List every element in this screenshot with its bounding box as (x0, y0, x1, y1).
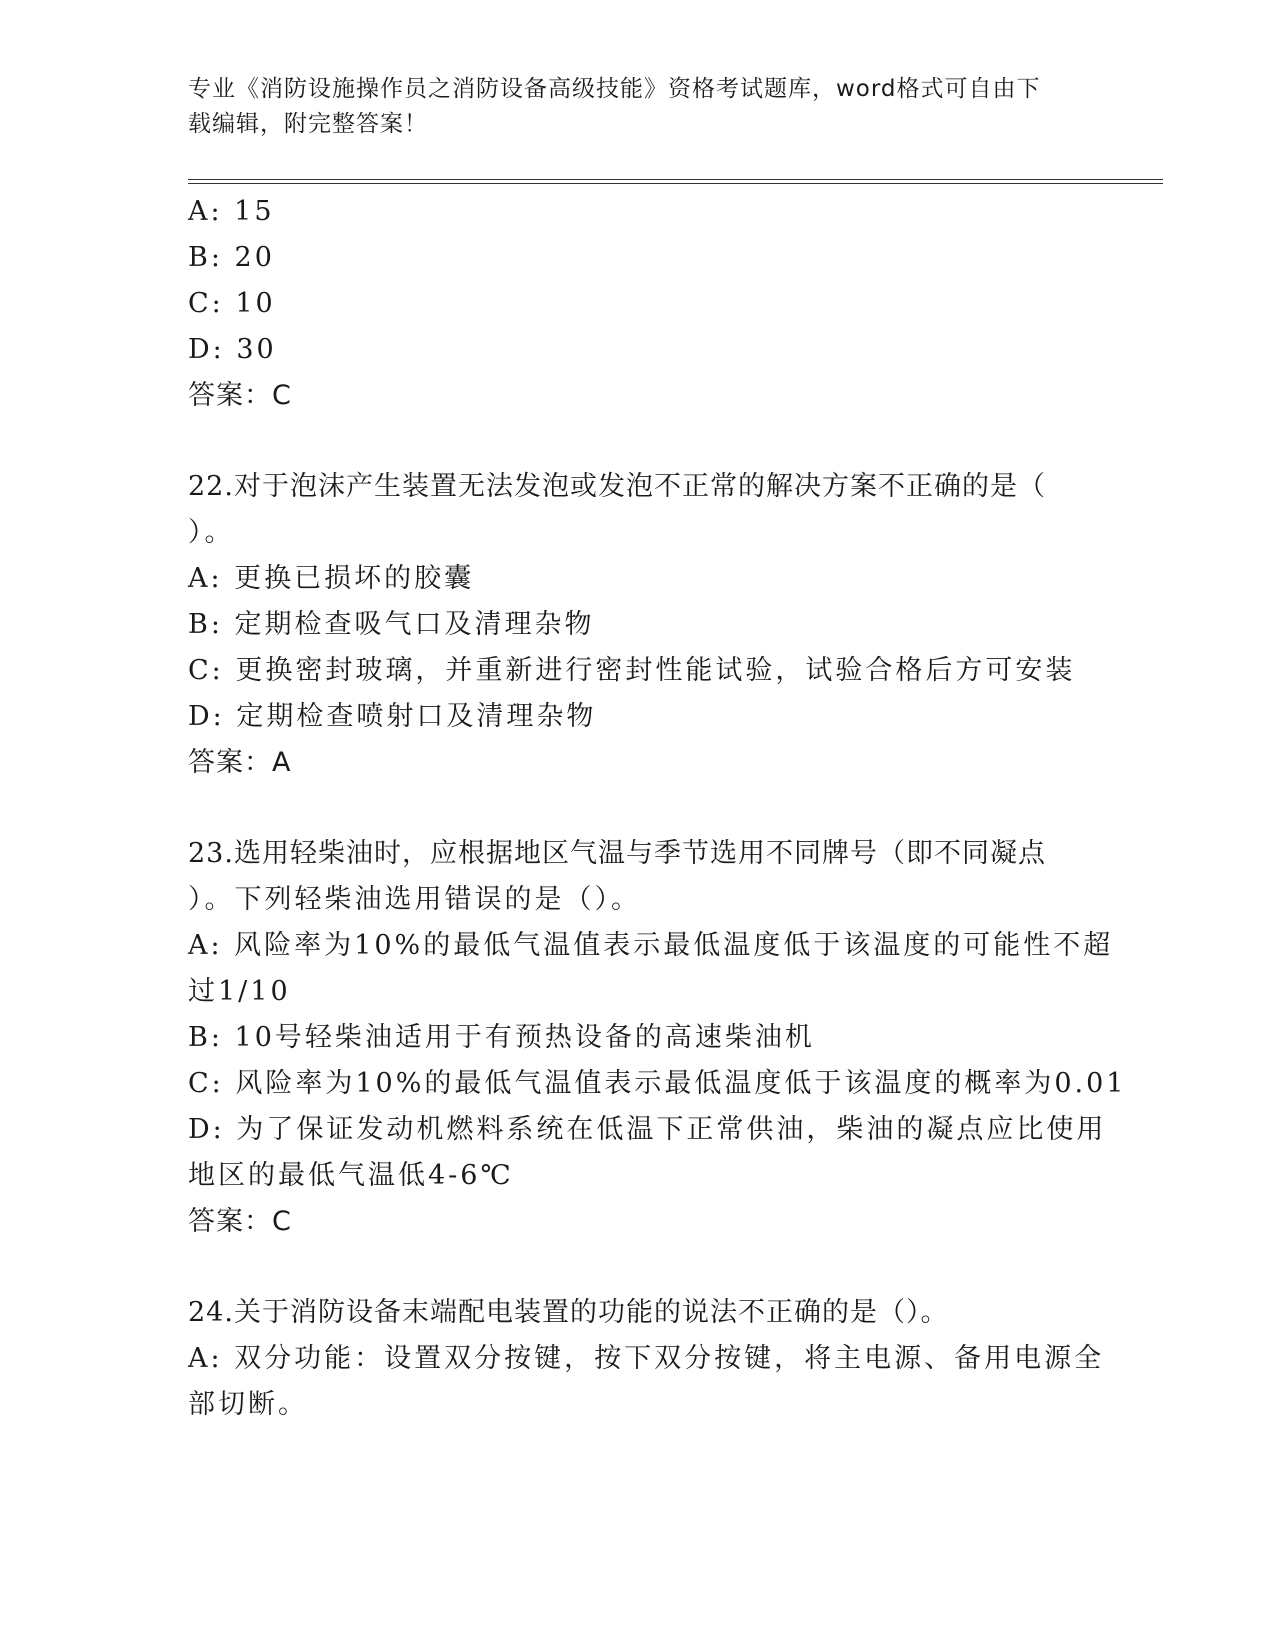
document-header (188, 72, 1058, 142)
option-c: C: 更换密封玻璃，并重新进行密封性能试验，试验合格后方可安装 (188, 655, 1076, 686)
option-d: D: 为了保证发动机燃料系统在低温下正常供油，柴油的凝点应比使用 (188, 1114, 1107, 1145)
answer-line: 答案：A (188, 747, 292, 778)
question-content (188, 189, 1127, 1473)
option-c: C: 风险率为10%的最低气温值表示最低温度低于该温度的概率为0.01 (188, 1068, 1127, 1099)
option-a: A: 双分功能：设置双分按键，按下双分按键，将主电源、备用电源全 (188, 1343, 1105, 1374)
option-a: A: 15 (188, 196, 275, 227)
question-22 (188, 464, 1088, 786)
answer-line: 答案：C (188, 380, 292, 411)
question-stem: 22.对于泡沫产生装置无法发泡或发泡不正常的解决方案不正确的是（ (188, 471, 1046, 502)
header-divider (188, 179, 1163, 184)
option-a: A: 更换已损坏的胶囊 (188, 563, 475, 594)
option-b: B: 定期检查吸气口及清理杂物 (188, 609, 595, 640)
question-stem: 24.关于消防设备末端配电装置的功能的说法不正确的是（）。 (188, 1297, 949, 1328)
option-d: D: 定期检查喷射口及清理杂物 (188, 701, 597, 732)
header-line-1: 专业《消防设施操作员之消防设备高级技能》资格考试题库，word格式可自由下 (188, 76, 1041, 102)
answer-line: 答案：C (188, 1206, 292, 1237)
question-24 (188, 1290, 1105, 1428)
option-a-cont: 过1/10 (188, 976, 291, 1007)
question-stem-cont: ）。 (188, 517, 235, 548)
option-b: B: 20 (188, 242, 275, 273)
option-a-cont: 部切断。 (188, 1389, 308, 1420)
question-23 (188, 831, 1127, 1245)
option-a: A: 风险率为10%的最低气温值表示最低温度低于该温度的可能性不超 (188, 930, 1114, 961)
option-d-cont: 地区的最低气温低4-6℃ (188, 1160, 514, 1191)
option-d: D: 30 (188, 334, 277, 365)
option-b: B: 10号轻柴油适用于有预热设备的高速柴油机 (188, 1022, 815, 1053)
question-stem-cont: ）。下列轻柴油选用错误的是（）。 (188, 884, 641, 915)
header-line-2: 载编辑，附完整答案！ (188, 111, 428, 137)
option-c: C: 10 (188, 288, 276, 319)
question-stem: 23.选用轻柴油时，应根据地区气温与季节选用不同牌号（即不同凝点 (188, 838, 1046, 869)
prev-question-block (188, 189, 1088, 419)
